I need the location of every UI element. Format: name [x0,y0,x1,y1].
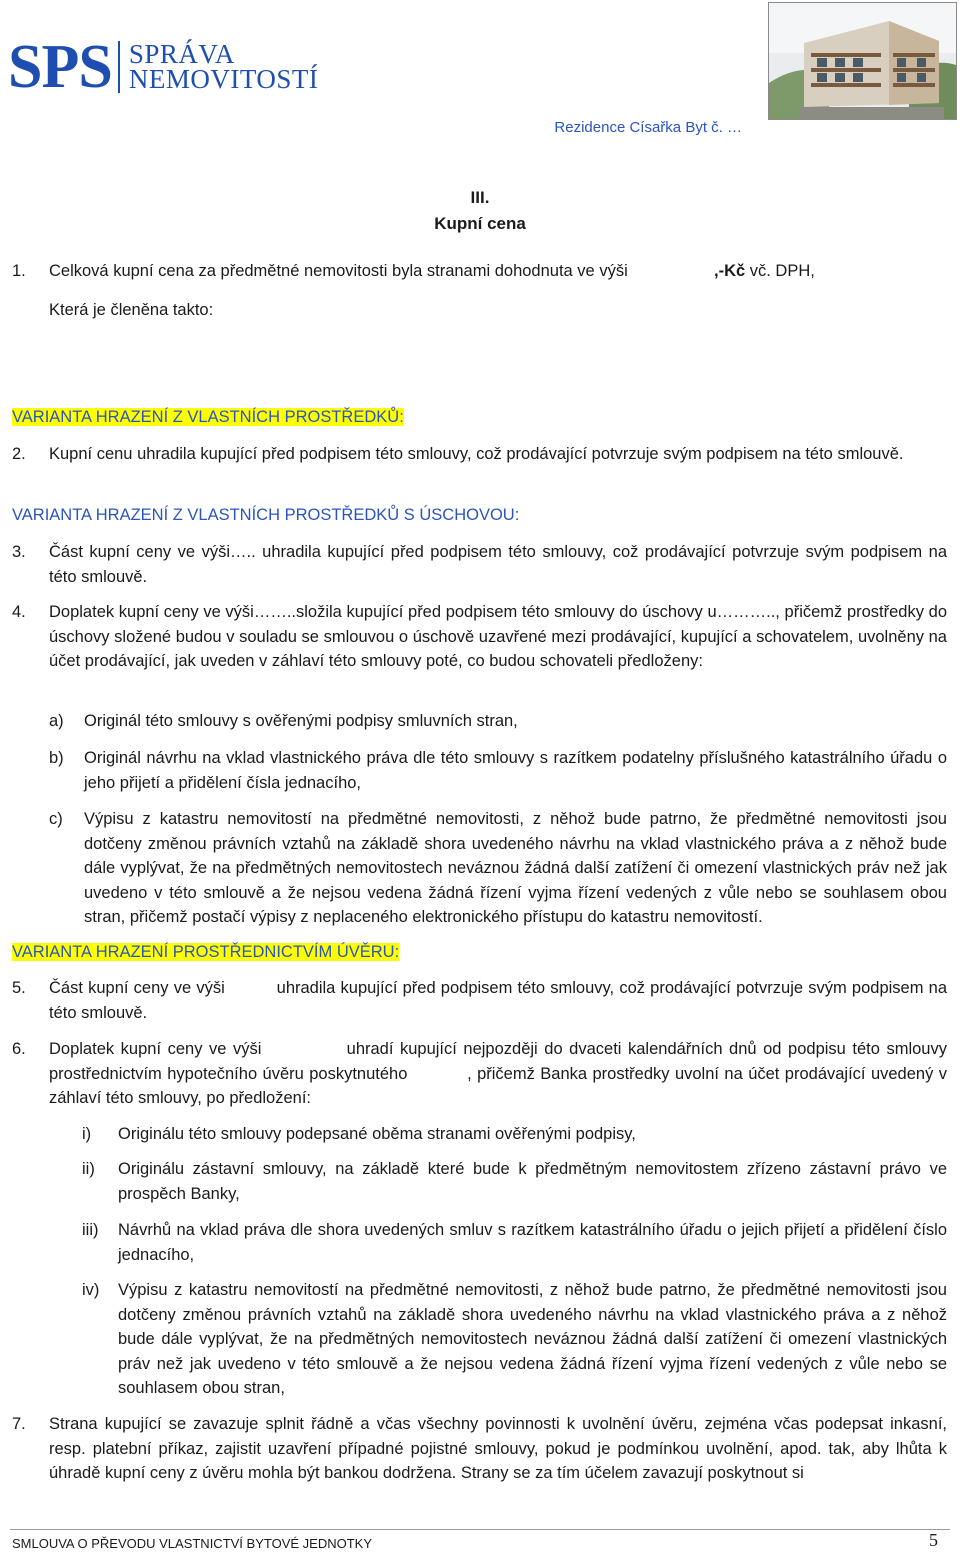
logo-divider [118,41,120,93]
footer-divider [10,1529,950,1530]
clause-7-text: Strana kupující se zavazuje splnit řádně a včas všechny povinnosti k uvolnění úvěru, zejména včas podepsat inkasní, resp. platební příkaz, zajistit uzavření případné pojistné smlouvy, pokud je podmínkou uvolnění, apod. tak, aby lhůta k úhradě kupní ceny z úvěru mohla být bankou dodržena. Strany se za tím účelem zavazují poskytnout si [49,1415,947,1482]
clause-6-item-ii-text: Originálu zástavní smlouvy, na základě které bude k předmětným nemovitostem zřízeno zástavní právo ve prospěch Banky, [118,1160,947,1203]
clause-6-item-i-mark: i) [82,1125,92,1143]
variant-own-funds-heading [12,405,404,430]
clause-1-currency-unit: ,-Kč [714,262,746,280]
clause-6-item-iii-text: Návrhů na vklad práva dle shora uvedených smluv s razítkem katastrálního úřadu o jejich přijetí a přidělení číslo jednacího, [118,1221,947,1264]
footer-document-title: SMLOUVA O PŘEVODU VLASTNICTVÍ BYTOVÉ JEDNOTKY [12,1536,372,1551]
variant-escrow-heading: VARIANTA HRAZENÍ Z VLASTNÍCH PROSTŘEDKŮ S ÚSCHOVOU: [12,506,520,524]
clause-4-item-b-mark: b) [49,749,64,767]
clause-6-item-iv-mark: iv) [82,1281,100,1299]
sps-logo [8,33,319,101]
clause-3-number: 3. [12,543,26,561]
clause-1-line-2: Která je členěna takto: [49,301,214,319]
clause-4-item-a-text: Originál této smlouvy s ověřenými podpisy smluvních stran, [84,712,518,730]
section-title: Kupní cena [434,214,526,233]
logo-company-name [128,39,319,94]
clause-6-item-ii-mark: ii) [82,1160,95,1178]
clause-4-item-c-mark: c) [49,810,63,828]
clause-1-number: 1. [12,262,26,280]
clause-4-item-a-mark: a) [49,712,64,730]
clause-6-text: Doplatek kupní ceny ve výši uhradí kupující nejpozději do dvaceti kalendářních dnů od podpisu této smlouvy prostřednictvím hypotečního úvěru poskytnutého , přičemž Banka prostředky uvolní na účet prodávající uvedený v záhlaví této smlouvy, po předložení: [49,1040,952,1107]
clause-7-number: 7. [12,1415,26,1433]
variant-own-funds-label: VARIANTA HRAZENÍ Z VLASTNÍCH PROSTŘEDKŮ: [12,408,404,426]
variant-loan-label: VARIANTA HRAZENÍ PROSTŘEDNICTVÍM ÚVĚRU: [12,943,400,961]
clause-4-text: Doplatek kupní ceny ve výši……..složila kupující před podpisem této smlouvy do úschovy u……….., přičemž prostředky do úschovy složené budou v souladu se smlouvou o úschově uzavřené mezi prodávající, kupující a schovatelem, uvolněny na účet prodávající, jak uveden v záhlaví této smlouvy poté, co budou schovateli předloženy: [49,603,947,670]
clause-3-text: Část kupní ceny ve výši….. uhradila kupující před podpisem této smlouvy, což prodávající potvrzuje svým podpisem na této smlouvě. [49,543,947,586]
clause-6-item-iv-text: Výpisu z katastru nemovitostí na předmětné nemovitosti, z něhož bude patrno, že předmětné nemovitosti jsou dotčeny změnou právních vztahů na základě shora uvedeného návrhu na vklad vlastnického práva a z něhož bude dále vyplývat, že na předmětných nemovitostech neváznou žádná další zatížení či omezení vlastnických práv než jak uvedeno v této smlouvě a že nejsou vedena žádná řízení vyjma řízení vedených z vůle nebo se souhlasem obou stran, [118,1281,947,1397]
clause-1-text: Celková kupní cena za předmětné nemovitosti byla stranami dohodnuta ve výši [49,262,628,280]
clause-1-vat: vč. DPH, [745,262,815,280]
logo-line-2: NEMOVITOSTÍ [128,64,319,94]
residence-label: Rezidence Císařka Byt č. … [554,119,742,136]
variant-loan-heading [12,940,399,965]
clause-4-number: 4. [12,603,26,621]
footer-page-number: 5 [929,1530,938,1550]
clause-1-currency [714,259,815,284]
building-illustration [769,3,956,119]
building-photo [768,2,957,120]
clause-5-number: 5. [12,979,26,997]
logo-sps-text: SPS [8,33,112,101]
logo-line-1: SPRÁVA [128,39,235,69]
clause-5-text: Část kupní ceny ve výši uhradila kupující před podpisem této smlouvy, což prodávající potvrzuje svým podpisem na této smlouvě. [49,979,952,1022]
clause-4-item-b-text: Originál návrhu na vklad vlastnického práva dle této smlouvy s razítkem podatelny příslušného katastrálního úřadu o jeho přijetí a přidělení čísla jednacího, [84,749,947,792]
clause-4-item-c-text: Výpisu z katastru nemovitostí na předmětné nemovitosti, z něhož bude patrno, že předmětné nemovitosti jsou dotčeny změnou právních vztahů na základě shora uvedeného návrhu na vklad vlastnického práva a z něhož bude dále vyplývat, že na předmětných nemovitostech neváznou žádná další zatížení či omezení vlastnických práv než jak uvedeno v této smlouvě a že nejsou vedena žádná řízení vyjma řízení vedených z vůle nebo se souhlasem obou stran, přičemž postačí výpisy z neplaceného elektronického přístupu do katastru nemovitostí. [84,810,947,926]
clause-6-number: 6. [12,1040,26,1058]
clause-6-item-iii-mark: iii) [82,1221,99,1239]
clause-6-item-i-text: Originálu této smlouvy podepsané oběma stranami ověřenými podpisy, [118,1125,636,1143]
section-number: III. [470,188,490,207]
clause-2-number: 2. [12,445,26,463]
clause-2-text: Kupní cenu uhradila kupující před podpisem této smlouvy, což prodávající potvrzuje svým podpisem na této smlouvě. [49,445,904,463]
